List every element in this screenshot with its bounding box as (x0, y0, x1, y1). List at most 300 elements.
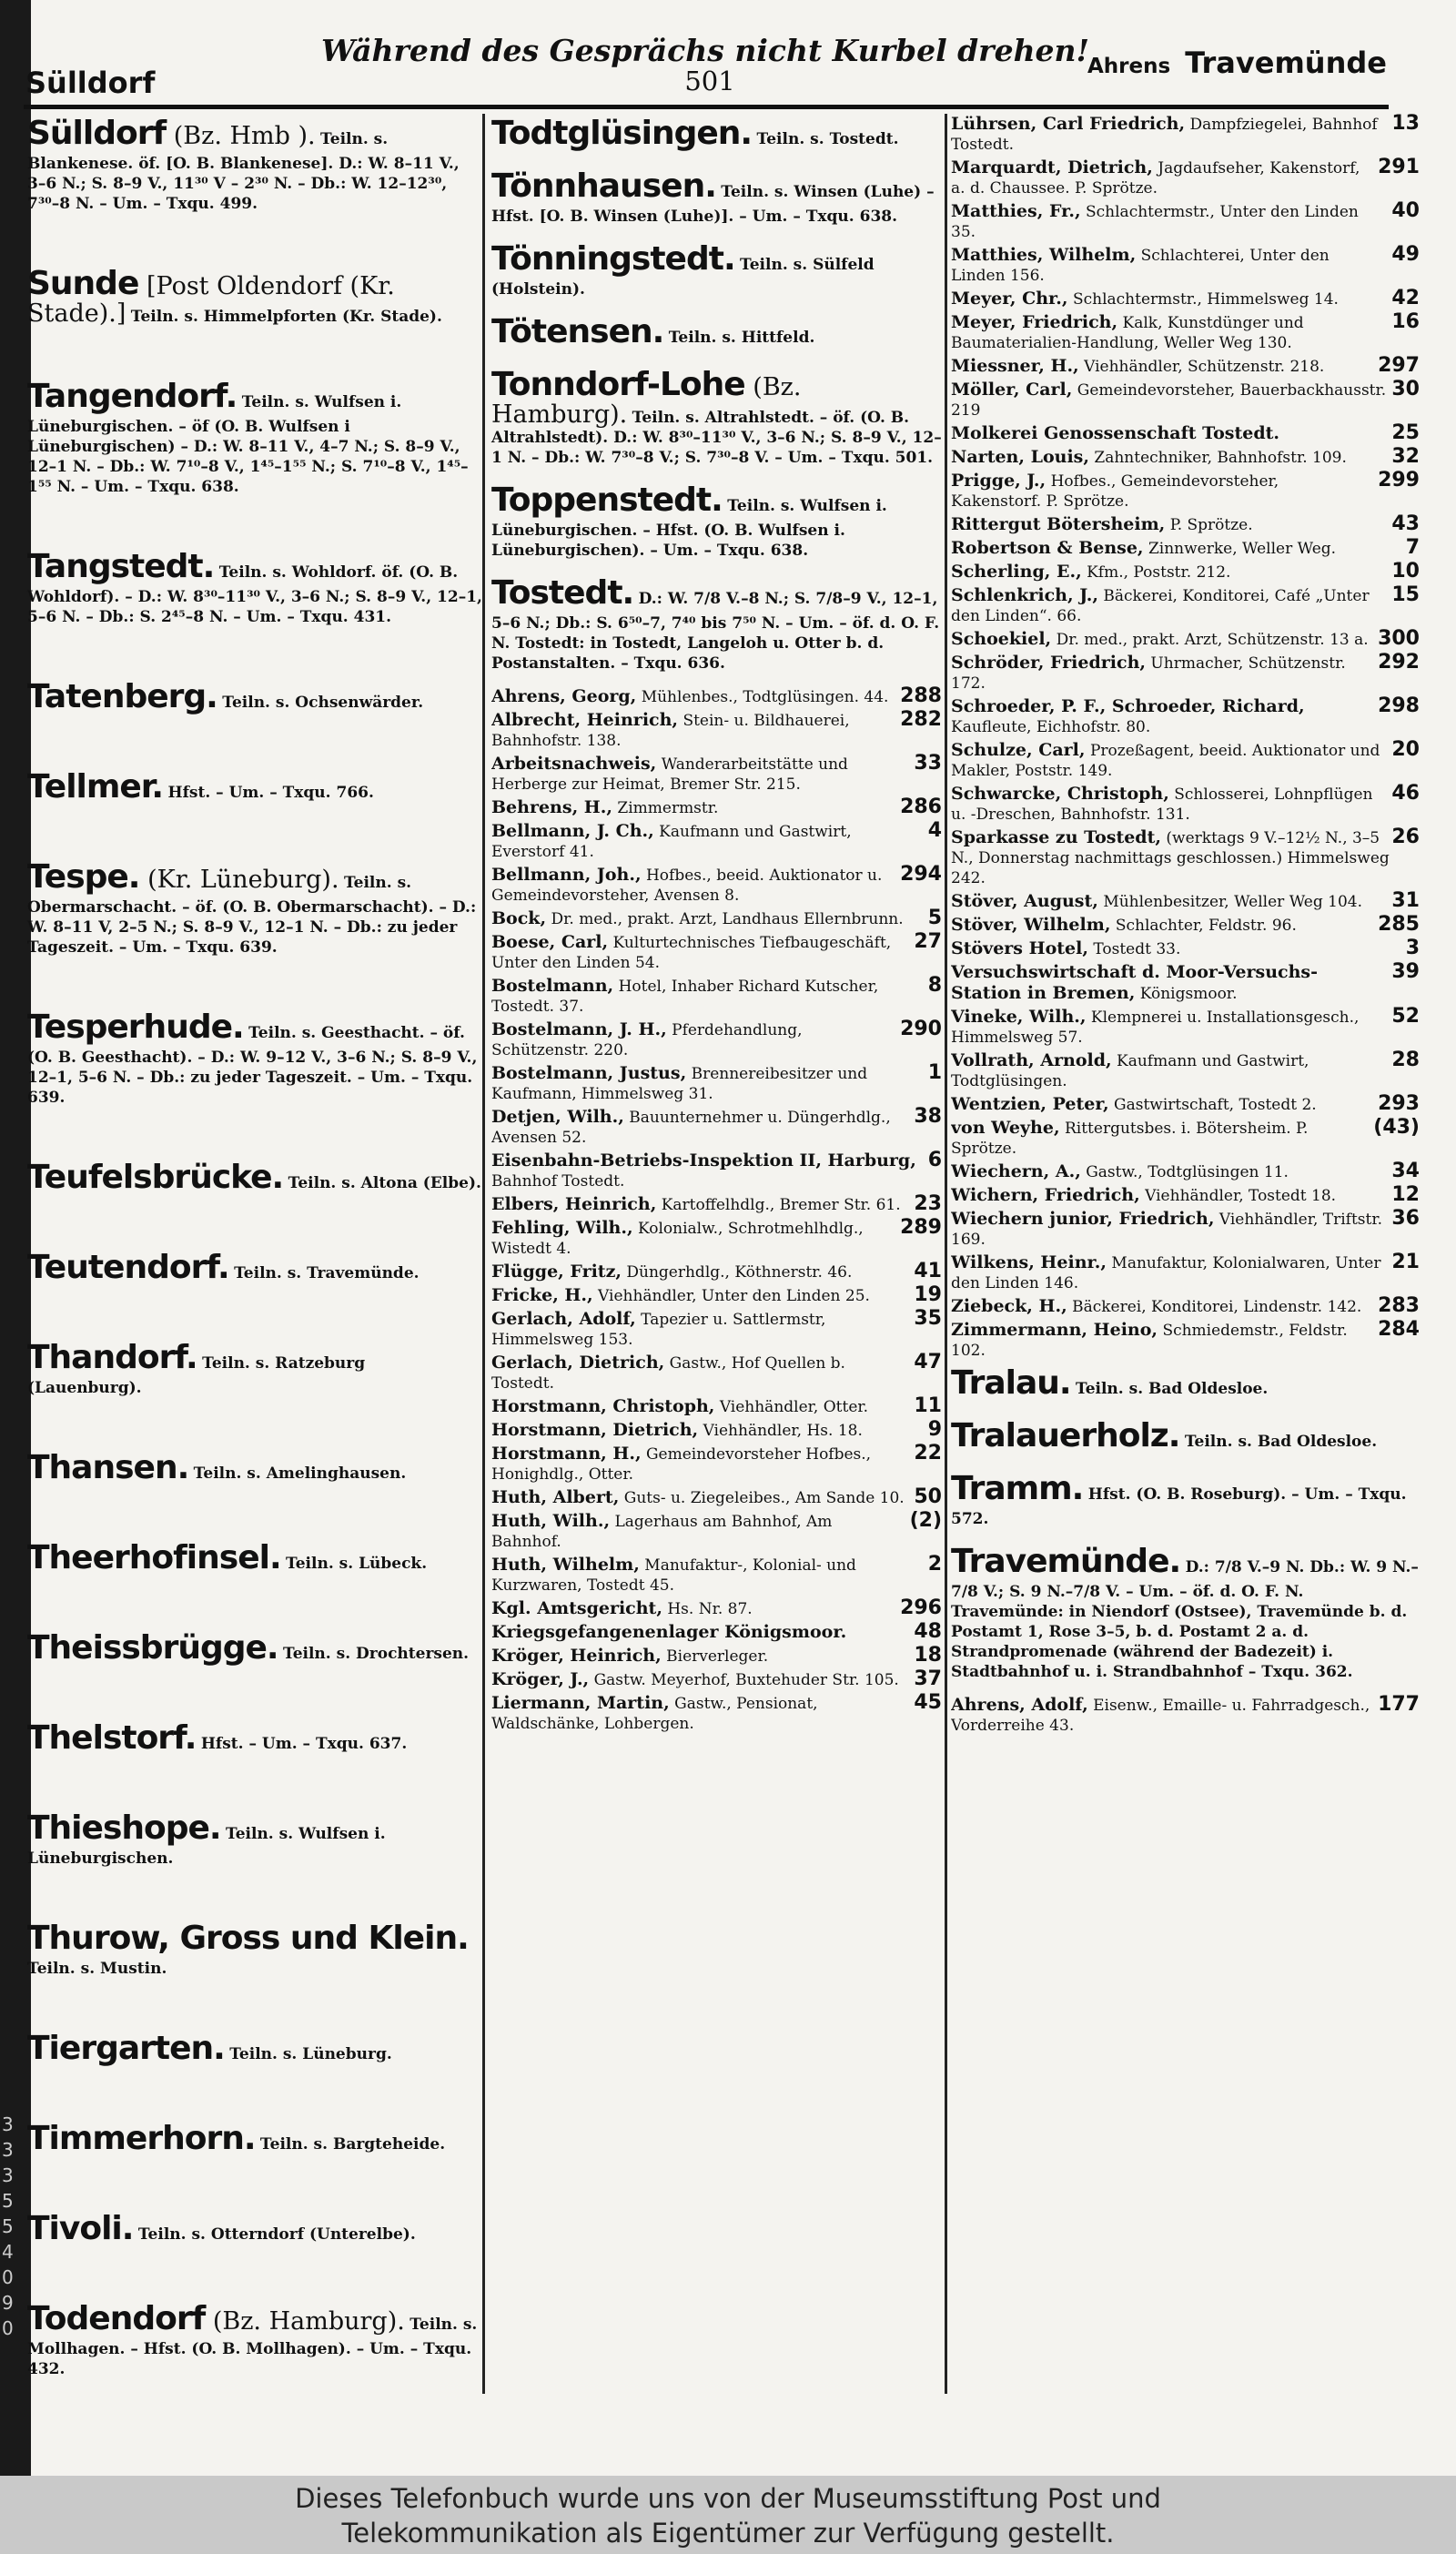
subscriber-name: Horstmann, H., (491, 1444, 642, 1464)
subscriber-details: Dampfziegelei, Bahnhof Tostedt. (951, 116, 1378, 154)
subscriber-name: Bostelmann, J. H., (491, 1019, 667, 1039)
place-name: Travemünde. (951, 1543, 1181, 1580)
subscriber-entry (491, 1598, 942, 1619)
place-entry (491, 573, 942, 674)
subscriber-entry (951, 891, 1420, 912)
subscriber-details: Kolonialw., Schrotmehlhdlg., Wistedt 4. (491, 1220, 864, 1258)
phone-number: 36 (1391, 1209, 1420, 1230)
phone-number: 50 (914, 1487, 942, 1508)
subscriber-details: Viehhändler, Hs. 18. (703, 1422, 863, 1440)
phone-number: 31 (1391, 891, 1420, 912)
phone-number: 15 (1391, 585, 1420, 606)
place-details: Teiln. s. Wulfsen i. Lüneburgischen. (27, 1825, 386, 1868)
phone-number: 22 (914, 1444, 942, 1464)
subscriber-name: Bostelmann, Justus, (491, 1063, 687, 1083)
phone-number: 290 (900, 1019, 942, 1040)
phone-number: 177 (1378, 1695, 1420, 1716)
header-rule (24, 105, 1389, 109)
place-name: Theissbrügge. (27, 1629, 278, 1667)
place-name: Tiergarten. (27, 2030, 225, 2067)
subscriber-details: Gastw., Pensionat, Waldschänke, Lohbergen. (491, 1695, 818, 1733)
place-name: Todendorf (27, 2300, 206, 2337)
place-entry (27, 1809, 482, 1869)
subscriber-details: Schlachtermstr., Unter den Linden 35. (951, 203, 1359, 241)
subscriber-name: Schlenkrich, J., (951, 585, 1098, 605)
place-details: Teiln. s. Lübeck. (286, 1555, 428, 1573)
place-details: Teiln. s. Mustin. (27, 1960, 167, 1978)
subscriber-name: Prigge, J., (951, 471, 1046, 491)
subscriber-entry (951, 1252, 1420, 1293)
phone-number: 32 (1391, 447, 1420, 468)
subscriber-details: Jagdaufseher, Kakenstorf, a. d. Chaussee. P. Sprötze. (951, 159, 1360, 198)
header-right-main: Travemünde (1185, 46, 1387, 80)
phone-number: 296 (900, 1598, 942, 1619)
place-entry (491, 312, 942, 352)
phone-number: 33 (914, 754, 942, 775)
subscriber-name: Horstmann, Christoph, (491, 1396, 715, 1416)
phone-number: 1 (927, 1063, 942, 1084)
subscriber-entry (951, 356, 1420, 377)
phone-number: 48 (914, 1622, 942, 1643)
subscriber-name: Bellmann, Joh., (491, 865, 642, 885)
subscriber-name: Wilkens, Heinr., (951, 1252, 1107, 1272)
subscriber-name: Wiechern, A., (951, 1161, 1081, 1181)
place-name: Todtglüsingen. (491, 115, 753, 152)
subscriber-name: Detjen, Wilh., (491, 1107, 624, 1127)
subscriber-entry (951, 1185, 1420, 1206)
subscriber-details: Mühlenbesitzer, Weller Weg 104. (1103, 893, 1362, 911)
subscriber-entry (491, 908, 942, 929)
subscriber-name: Marquardt, Dietrich, (951, 157, 1153, 177)
subscriber-details: Lagerhaus am Bahnhof, Am Bahnhof. (491, 1513, 833, 1551)
subscriber-name: Schwarcke, Christoph, (951, 784, 1169, 804)
place-name: Tespe. (27, 858, 140, 896)
phone-number: 5 (927, 908, 942, 929)
subscriber-entry (951, 962, 1420, 1004)
place-entry (951, 1542, 1420, 1682)
subscriber-details: Gastw., Hof Quellen b. Tostedt. (491, 1354, 845, 1393)
subscriber-name: Gerlach, Adolf, (491, 1309, 636, 1329)
phone-number: (2) (909, 1511, 942, 1532)
subscriber-details: Hofbes., beeid. Auktionator u. Gemeindevorsteher, Avensen 8. (491, 867, 883, 905)
column-3 (951, 114, 1420, 1738)
binding-number: 0 (2, 2266, 14, 2288)
place-entry (27, 2029, 482, 2069)
subscriber-entry (491, 1420, 942, 1441)
subscriber-name: Huth, Wilh., (491, 1511, 611, 1531)
phone-number: 286 (900, 797, 942, 818)
subscriber-entry (491, 1669, 942, 1690)
subscriber-name: Lührsen, Carl Friedrich, (951, 114, 1186, 134)
place-name: Thelstorf. (27, 1719, 197, 1757)
phone-number: 41 (914, 1262, 942, 1282)
subscriber-name: Sparkasse zu Tostedt, (951, 827, 1161, 847)
subscriber-name: Wichern, Friedrich, (951, 1185, 1140, 1205)
place-details: Teiln. s. Wohldorf. öf. (O. B. Wohldorf). – D.: W. 8³⁰–11³⁰ V., 3–6 N.; S. 8–9 V., 12–1, 5–6 N. – Db.: S. 2⁴⁵–8 N. – Um. – Txqu. 431. (27, 563, 482, 626)
phone-number: 35 (914, 1309, 942, 1330)
subscriber-details: Tostedt 33. (1093, 940, 1181, 958)
phone-number: 298 (1378, 696, 1420, 717)
subscriber-entry (951, 1007, 1420, 1048)
phone-number: 288 (900, 686, 942, 707)
subscriber-entry (951, 562, 1420, 583)
subscriber-entry (951, 1209, 1420, 1250)
phone-number: 297 (1378, 356, 1420, 377)
subscriber-name: Matthies, Fr., (951, 201, 1081, 221)
subscriber-entry (491, 1487, 942, 1508)
binding-number: 3 (2, 2113, 14, 2135)
subscriber-details: Düngerhdlg., Köthnerstr. 46. (626, 1263, 853, 1282)
subscriber-name: Schroeder, P. F., Schroeder, Richard, (951, 696, 1305, 716)
phone-number: 294 (900, 865, 942, 886)
subscriber-details: Klempnerei u. Installationsgesch., Himmelsweg 57. (951, 1008, 1360, 1047)
subscriber-details: P. Sprötze. (1169, 516, 1253, 534)
subscriber-entry (951, 1050, 1420, 1091)
place-entry (27, 114, 482, 214)
place-name: Tostedt. (491, 574, 634, 612)
place-details: Teiln. s. Otterndorf (Unterelbe). (137, 2225, 416, 2244)
place-name: Sülldorf (27, 115, 167, 152)
subscriber-entry (491, 1646, 942, 1667)
subscriber-entry (951, 1320, 1420, 1361)
place-details: Teiln. s. Wulfsen i. Lüneburgischen. – öf (O. B. Wulfsen i Lüneburgischen) – D.: W. 8–11 V., 4–7 N.; S. 8–9 V., 12–1 N. – Db.: W. 7¹⁰–8 V., 1⁴⁵–1⁵⁵ N.; S. 7¹⁰–8 V., 1⁴⁵–1⁵⁵ N. – Um. – Txqu. 638. (27, 393, 469, 496)
subscriber-details: Wanderarbeitstätte und Herberge zur Heimat, Bremer Str. 215. (491, 755, 848, 794)
subscriber-details: Zimmermstr. (617, 799, 719, 817)
subscriber-details: Eisenw., Emaille- u. Fahrradgesch., Vorderreihe 43. (951, 1697, 1370, 1735)
binding-number: 9 (2, 2292, 14, 2314)
subscriber-details: Bäckerei, Konditorei, Lindenstr. 142. (1072, 1298, 1362, 1316)
subscriber-name: Eisenbahn-Betriebs-Inspektion II, Harburg, (491, 1150, 916, 1171)
phone-number: 9 (927, 1420, 942, 1441)
subscriber-entry (951, 629, 1420, 650)
subscriber-entry (491, 1693, 942, 1734)
place-name: Tramm. (951, 1470, 1084, 1507)
subscriber-name: Schoekiel, (951, 629, 1052, 649)
subscriber-entry (951, 157, 1420, 198)
place-entry (27, 1628, 482, 1668)
phone-number: 8 (927, 976, 942, 997)
place-entry (27, 1008, 482, 1108)
subscriber-name: Behrens, H., (491, 797, 612, 817)
subscriber-entry (491, 1150, 942, 1191)
subscriber-details: Uhrmacher, Schützenstr. 172. (951, 654, 1346, 693)
subscriber-entry (951, 1296, 1420, 1317)
phone-number: 11 (914, 1396, 942, 1417)
phone-number: 21 (1391, 1252, 1420, 1273)
place-details: Teiln. s. Geesthacht. – öf. (O. B. Geesthacht). – D.: W. 9–12 V., 3–6 N.; S. 8–9 V., 12–1, 5–6 N. – Db.: zu jeder Tageszeit. – Um. – Txqu. 639. (27, 1024, 478, 1107)
place-entry (951, 1416, 1420, 1456)
phone-number: 45 (914, 1693, 942, 1714)
place-entry (27, 1538, 482, 1578)
place-entry (27, 377, 482, 497)
subscriber-name: Möller, Carl, (951, 380, 1073, 400)
place-entry (27, 767, 482, 807)
phone-number: 38 (914, 1107, 942, 1128)
subscriber-details: Kulturtechnisches Tiefbaugeschäft, Unter den Linden 54. (491, 934, 892, 972)
subscriber-name: Vineke, Wilh., (951, 1007, 1087, 1027)
subscriber-name: Ziebeck, H., (951, 1296, 1067, 1316)
place-name: Thieshope. (27, 1809, 221, 1847)
subscriber-name: Boese, Carl, (491, 932, 609, 952)
place-details: Teiln. s. Tostedt. (756, 130, 899, 148)
place-district: [Post Oldendorf (Kr. Stade).] (27, 272, 395, 328)
subscriber-entry (491, 1063, 942, 1104)
phone-number: 4 (927, 821, 942, 842)
subscriber-entry (951, 1094, 1420, 1115)
subscriber-details: Kaufmann und Gastwirt, Everstorf 41. (491, 823, 852, 861)
phone-number: 16 (1391, 312, 1420, 333)
place-details: D.: W. 7/8 V.–8 N.; S. 7/8–9 V., 12–1, 5–6 N.; Db.: S. 6⁵⁰–7, 7⁴⁰ bis 7⁵⁰ N. – Um. – öf. d. O. F. N. Tostedt: in Tostedt, Langeloh u. Otter b. d. Postanstalten. – Txqu. 636. (491, 590, 940, 673)
place-details: Teiln. s. Drochtersen. (283, 1645, 470, 1663)
phone-number: 3 (1405, 938, 1420, 959)
place-name: Tellmer. (27, 768, 164, 806)
subscriber-entry (951, 471, 1420, 512)
place-name: Thurow, Gross und Klein. (27, 1920, 469, 1957)
subscriber-name: Huth, Albert, (491, 1487, 620, 1507)
subscriber-entry (951, 653, 1420, 694)
binding-number: 0 (2, 2317, 14, 2339)
subscriber-details: Viehhändler, Tostedt 18. (1145, 1187, 1337, 1205)
place-entry (27, 547, 482, 627)
subscriber-entry (951, 1118, 1420, 1159)
place-name: Teutendorf. (27, 1249, 229, 1286)
place-details: Teiln. s. Altrahlstedt. – öf. (O. B. Altrahlstedt). D.: W. 8³⁰–11³⁰ V., 3–6 N.; S. 8–9 V., 12–1 N. – Db.: W. 7³⁰–8 V.; S. 7³⁰–8 V. – Um. – Txqu. 501. (491, 409, 942, 467)
place-entry (27, 1338, 482, 1398)
phone-number: 52 (1391, 1007, 1420, 1028)
place-details: Teiln. s. Hittfeld. (668, 329, 815, 347)
subscriber-name: Bock, (491, 908, 547, 928)
subscriber-entry (491, 1218, 942, 1259)
phone-number: 39 (1391, 962, 1420, 983)
subscriber-details: Bahnhof Tostedt. (491, 1172, 625, 1191)
subscriber-details: Hs. Nr. 87. (667, 1600, 753, 1618)
subscriber-entry (491, 1444, 942, 1485)
subscriber-entry (951, 514, 1420, 535)
phone-number: 285 (1378, 915, 1420, 936)
subscriber-entry (951, 915, 1420, 936)
subscriber-details: Guts- u. Ziegeleibes., Am Sande 10. (623, 1489, 905, 1507)
subscriber-name: Bellmann, J. Ch., (491, 821, 654, 841)
subscriber-details: Hotel, Inhaber Richard Kutscher, Tostedt. 37. (491, 978, 879, 1016)
place-entry (27, 264, 482, 327)
subscriber-details: Viehhändler, Unter den Linden 25. (598, 1287, 870, 1305)
subscriber-entry (951, 201, 1420, 242)
subscriber-entry (951, 1161, 1420, 1182)
place-name: Thansen. (27, 1449, 189, 1486)
subscriber-entry (491, 1019, 942, 1060)
place-details: Teiln. s. Lüneburg. (229, 2045, 392, 2063)
binding-number: 3 (2, 2164, 14, 2186)
place-details: Teiln. s. Mollhagen. – Hfst. (O. B. Mollhagen). – Um. – Txqu. 432. (27, 2316, 478, 2378)
subscriber-name: Rittergut Bötersheim, (951, 514, 1166, 534)
subscriber-details: Dr. med., prakt. Arzt, Landhaus Ellernbrunn. (551, 910, 904, 928)
subscriber-entry (951, 740, 1420, 781)
place-entry (27, 2119, 482, 2159)
place-name: Teufelsbrücke. (27, 1159, 284, 1196)
subscriber-entry (951, 312, 1420, 353)
place-entry (491, 365, 942, 468)
phone-number: 10 (1391, 562, 1420, 583)
phone-number: 40 (1391, 201, 1420, 222)
subscriber-name: Miessner, H., (951, 356, 1079, 376)
place-name: Tönningstedt. (491, 240, 735, 278)
subscriber-entry (951, 447, 1420, 468)
phone-number: 13 (1391, 114, 1420, 135)
subscriber-entry (491, 797, 942, 818)
subscriber-name: Zimmermann, Heino, (951, 1320, 1158, 1340)
subscriber-details: Pferdehandlung, Schützenstr. 220. (491, 1021, 803, 1059)
phone-number: 28 (1391, 1050, 1420, 1071)
subscriber-entry (491, 1309, 942, 1350)
subscriber-name: Horstmann, Dietrich, (491, 1420, 699, 1440)
place-entry (951, 1469, 1420, 1529)
subscriber-entry (491, 754, 942, 795)
subscriber-entry (491, 1622, 942, 1643)
subscriber-details: Brennereibesitzer und Kaufmann, Himmelsweg 31. (491, 1065, 868, 1103)
place-details: D.: 7/8 V.–9 N. Db.: W. 9 N.–7/8 V.; S. 9 N.–7/8 V. – Um. – öf. d. O. F. N. Travemünde: in Niendorf (Ostsee), Travemünde b. d. Postamt 1, Rose 3–5, b. d. Postamt 2 a. d. Strandpromenade (während der Badezeit) i. Stadtbahnhof u. i. Strandbahnhof – Txqu. 362. (951, 1558, 1419, 1681)
place-name: Tesperhude. (27, 1008, 244, 1046)
phone-number: 300 (1378, 629, 1420, 650)
subscriber-entry (951, 380, 1420, 421)
subscriber-entry (491, 1396, 942, 1417)
subscriber-entry (491, 821, 942, 862)
footer-line-2: Telekommunikation als Eigentümer zur Verfügung gestellt. (341, 2518, 1115, 2549)
place-name: Timmerhorn. (27, 2120, 256, 2157)
subscriber-details: Gemeindevorsteher, Bauerbackhausstr. 219 (951, 381, 1387, 420)
subscriber-details: Tapezier u. Sattlermstr, Himmelsweg 153. (491, 1311, 826, 1349)
subscriber-entry (951, 245, 1420, 286)
place-name: Tivoli. (27, 2210, 134, 2247)
subscriber-details: Manufaktur, Kolonialwaren, Unter den Linden 146. (951, 1254, 1381, 1292)
place-district: (Bz. Hamburg). (205, 2307, 405, 2336)
subscriber-name: Kröger, Heinrich, (491, 1646, 662, 1666)
subscriber-entry (491, 865, 942, 906)
subscriber-name: Matthies, Wilhelm, (951, 245, 1137, 265)
phone-number: 20 (1391, 740, 1420, 761)
phone-number: 43 (1391, 514, 1420, 535)
subscriber-name: Fehling, Wilh., (491, 1218, 633, 1238)
subscriber-name: Vollrath, Arnold, (951, 1050, 1112, 1070)
place-name: Tötensen. (491, 313, 664, 350)
subscriber-name: Stövers Hotel, (951, 938, 1088, 958)
subscriber-entry (491, 932, 942, 973)
subscriber-name: Kriegsgefangenenlager Königsmoor. (491, 1622, 847, 1642)
subscriber-entry (951, 538, 1420, 559)
phone-number: 27 (914, 932, 942, 953)
phone-number: 291 (1378, 157, 1420, 178)
subscriber-name: Wentzien, Peter, (951, 1094, 1109, 1114)
phone-number: 19 (914, 1285, 942, 1306)
subscriber-entry (491, 1353, 942, 1394)
place-name: Tangendorf. (27, 378, 238, 415)
subscriber-name: Meyer, Chr., (951, 289, 1068, 309)
phone-number: 289 (900, 1218, 942, 1239)
phone-number: 34 (1391, 1161, 1420, 1182)
subscriber-details: Viehhändler, Schützenstr. 218. (1084, 358, 1325, 376)
place-entry (491, 114, 942, 154)
place-entry (27, 1919, 482, 1979)
subscriber-details: Hofbes., Gemeindevorsteher, Kakenstorf. P. Sprötze. (951, 472, 1279, 511)
header-right (1087, 46, 1387, 80)
place-entry (27, 677, 482, 717)
place-details: Teiln. s. Bargteheide. (259, 2135, 446, 2154)
subscriber-entry (491, 686, 942, 707)
phone-number: 2 (927, 1555, 942, 1576)
place-name: Tralauerholz. (951, 1417, 1180, 1454)
subscriber-entry (951, 784, 1420, 825)
subscriber-details: Viehhändler, Otter. (719, 1398, 869, 1416)
subscriber-name: Versuchswirtschaft d. Moor-Versuchs-Station in Bremen, (951, 962, 1318, 1003)
subscriber-name: Robertson & Bense, (951, 538, 1144, 558)
subscriber-details: Schlachter, Feldstr. 96. (1115, 917, 1297, 935)
header-notice: Während des Gesprächs nicht Kurbel drehen! (320, 33, 1090, 68)
subscriber-entry (951, 938, 1420, 959)
subscriber-entry (491, 1285, 942, 1306)
page-number: 501 (684, 66, 735, 96)
subscriber-name: Scherling, E., (951, 562, 1082, 582)
subscriber-details: Zahntechniker, Bahnhofstr. 109. (1094, 449, 1347, 467)
subscriber-name: Kgl. Amtsgericht, (491, 1598, 662, 1618)
place-entry (27, 2299, 482, 2379)
place-entry (491, 481, 942, 561)
subscriber-name: Flügge, Fritz, (491, 1262, 622, 1282)
subscriber-details: Schmiedemstr., Feldstr. 102. (951, 1322, 1348, 1360)
header-right-small: Ahrens (1087, 55, 1171, 78)
place-details: Teiln. s. Obermarschacht. – öf. (O. B. Obermarschacht). – D.: W. 8–11 V, 2–5 N.; S. 8–9 V., 12–1 N. – Db.: zu jeder Tageszeit. – Um. – Txqu. 639. (27, 874, 477, 957)
subscriber-details: Kaufleute, Eichhofstr. 80. (951, 718, 1151, 736)
binding-number: 3 (2, 2139, 14, 2161)
place-details: Hfst. (O. B. Roseburg). – Um. – Txqu. 572. (951, 1485, 1407, 1528)
subscriber-details: Bierverleger. (666, 1647, 769, 1666)
place-details: Teiln. s. Amelinghausen. (193, 1464, 407, 1483)
subscriber-name: Liermann, Martin, (491, 1693, 670, 1713)
phone-number: 7 (1405, 538, 1420, 559)
subscriber-details: Gemeindevorsteher Hofbes., Honighdlg., Otter. (491, 1445, 872, 1484)
phone-number: (43) (1373, 1118, 1420, 1139)
place-details: Teiln. s. Himmelpforten (Kr. Stade). (130, 308, 442, 326)
binding-number: 5 (2, 2215, 14, 2237)
subscriber-entry (491, 710, 942, 751)
phone-number: 49 (1391, 245, 1420, 266)
place-name: Thandorf. (27, 1339, 197, 1376)
place-entry (951, 1363, 1420, 1404)
subscriber-details: Manufaktur-, Kolonial- und Kurzwaren, Tostedt 45. (491, 1556, 856, 1595)
phone-number: 293 (1378, 1094, 1420, 1115)
place-name: Tangstedt. (27, 548, 215, 585)
place-details: Hfst. – Um. – Txqu. 637. (200, 1735, 408, 1753)
subscriber-entry (951, 1695, 1420, 1736)
subscriber-details: Kfm., Poststr. 212. (1087, 563, 1231, 582)
phone-number: 46 (1391, 784, 1420, 805)
subscriber-name: Bostelmann, (491, 976, 614, 996)
phone-number: 18 (914, 1646, 942, 1667)
place-details: Teiln. s. Ratzeburg (Lauenburg). (27, 1354, 366, 1397)
phone-number: 12 (1391, 1185, 1420, 1206)
place-district: (Kr. Lüneburg). (139, 866, 339, 894)
place-name: Toppenstedt. (491, 481, 723, 519)
phone-number: 282 (900, 710, 942, 731)
subscriber-name: Huth, Wilhelm, (491, 1555, 640, 1575)
phone-number: 299 (1378, 471, 1420, 492)
subscriber-name: Fricke, H., (491, 1285, 593, 1305)
place-details: Teiln. s. Blankenese. öf. [O. B. Blankenese]. D.: W. 8–11 V., 3–6 N.; S. 8–9 V., 11³⁰ V – 2³⁰ N. – Db.: W. 12–12³⁰, 7³⁰–8 N. – Um. – Txqu. 499. (27, 130, 460, 213)
place-name: Sunde (27, 265, 139, 302)
subscriber-entry (491, 976, 942, 1017)
phone-number: 284 (1378, 1320, 1420, 1341)
subscriber-details: Kalk, Kunstdünger und Baumaterialien-Handlung, Weller Weg 130. (951, 314, 1304, 352)
place-details: Teiln. s. Travemünde. (234, 1264, 420, 1282)
place-details: Teiln. s. Wulfsen i. Lüneburgischen. – Hfst. (O. B. Wulfsen i. Lüneburgischen). – Um. – Txqu. 638. (491, 497, 887, 560)
